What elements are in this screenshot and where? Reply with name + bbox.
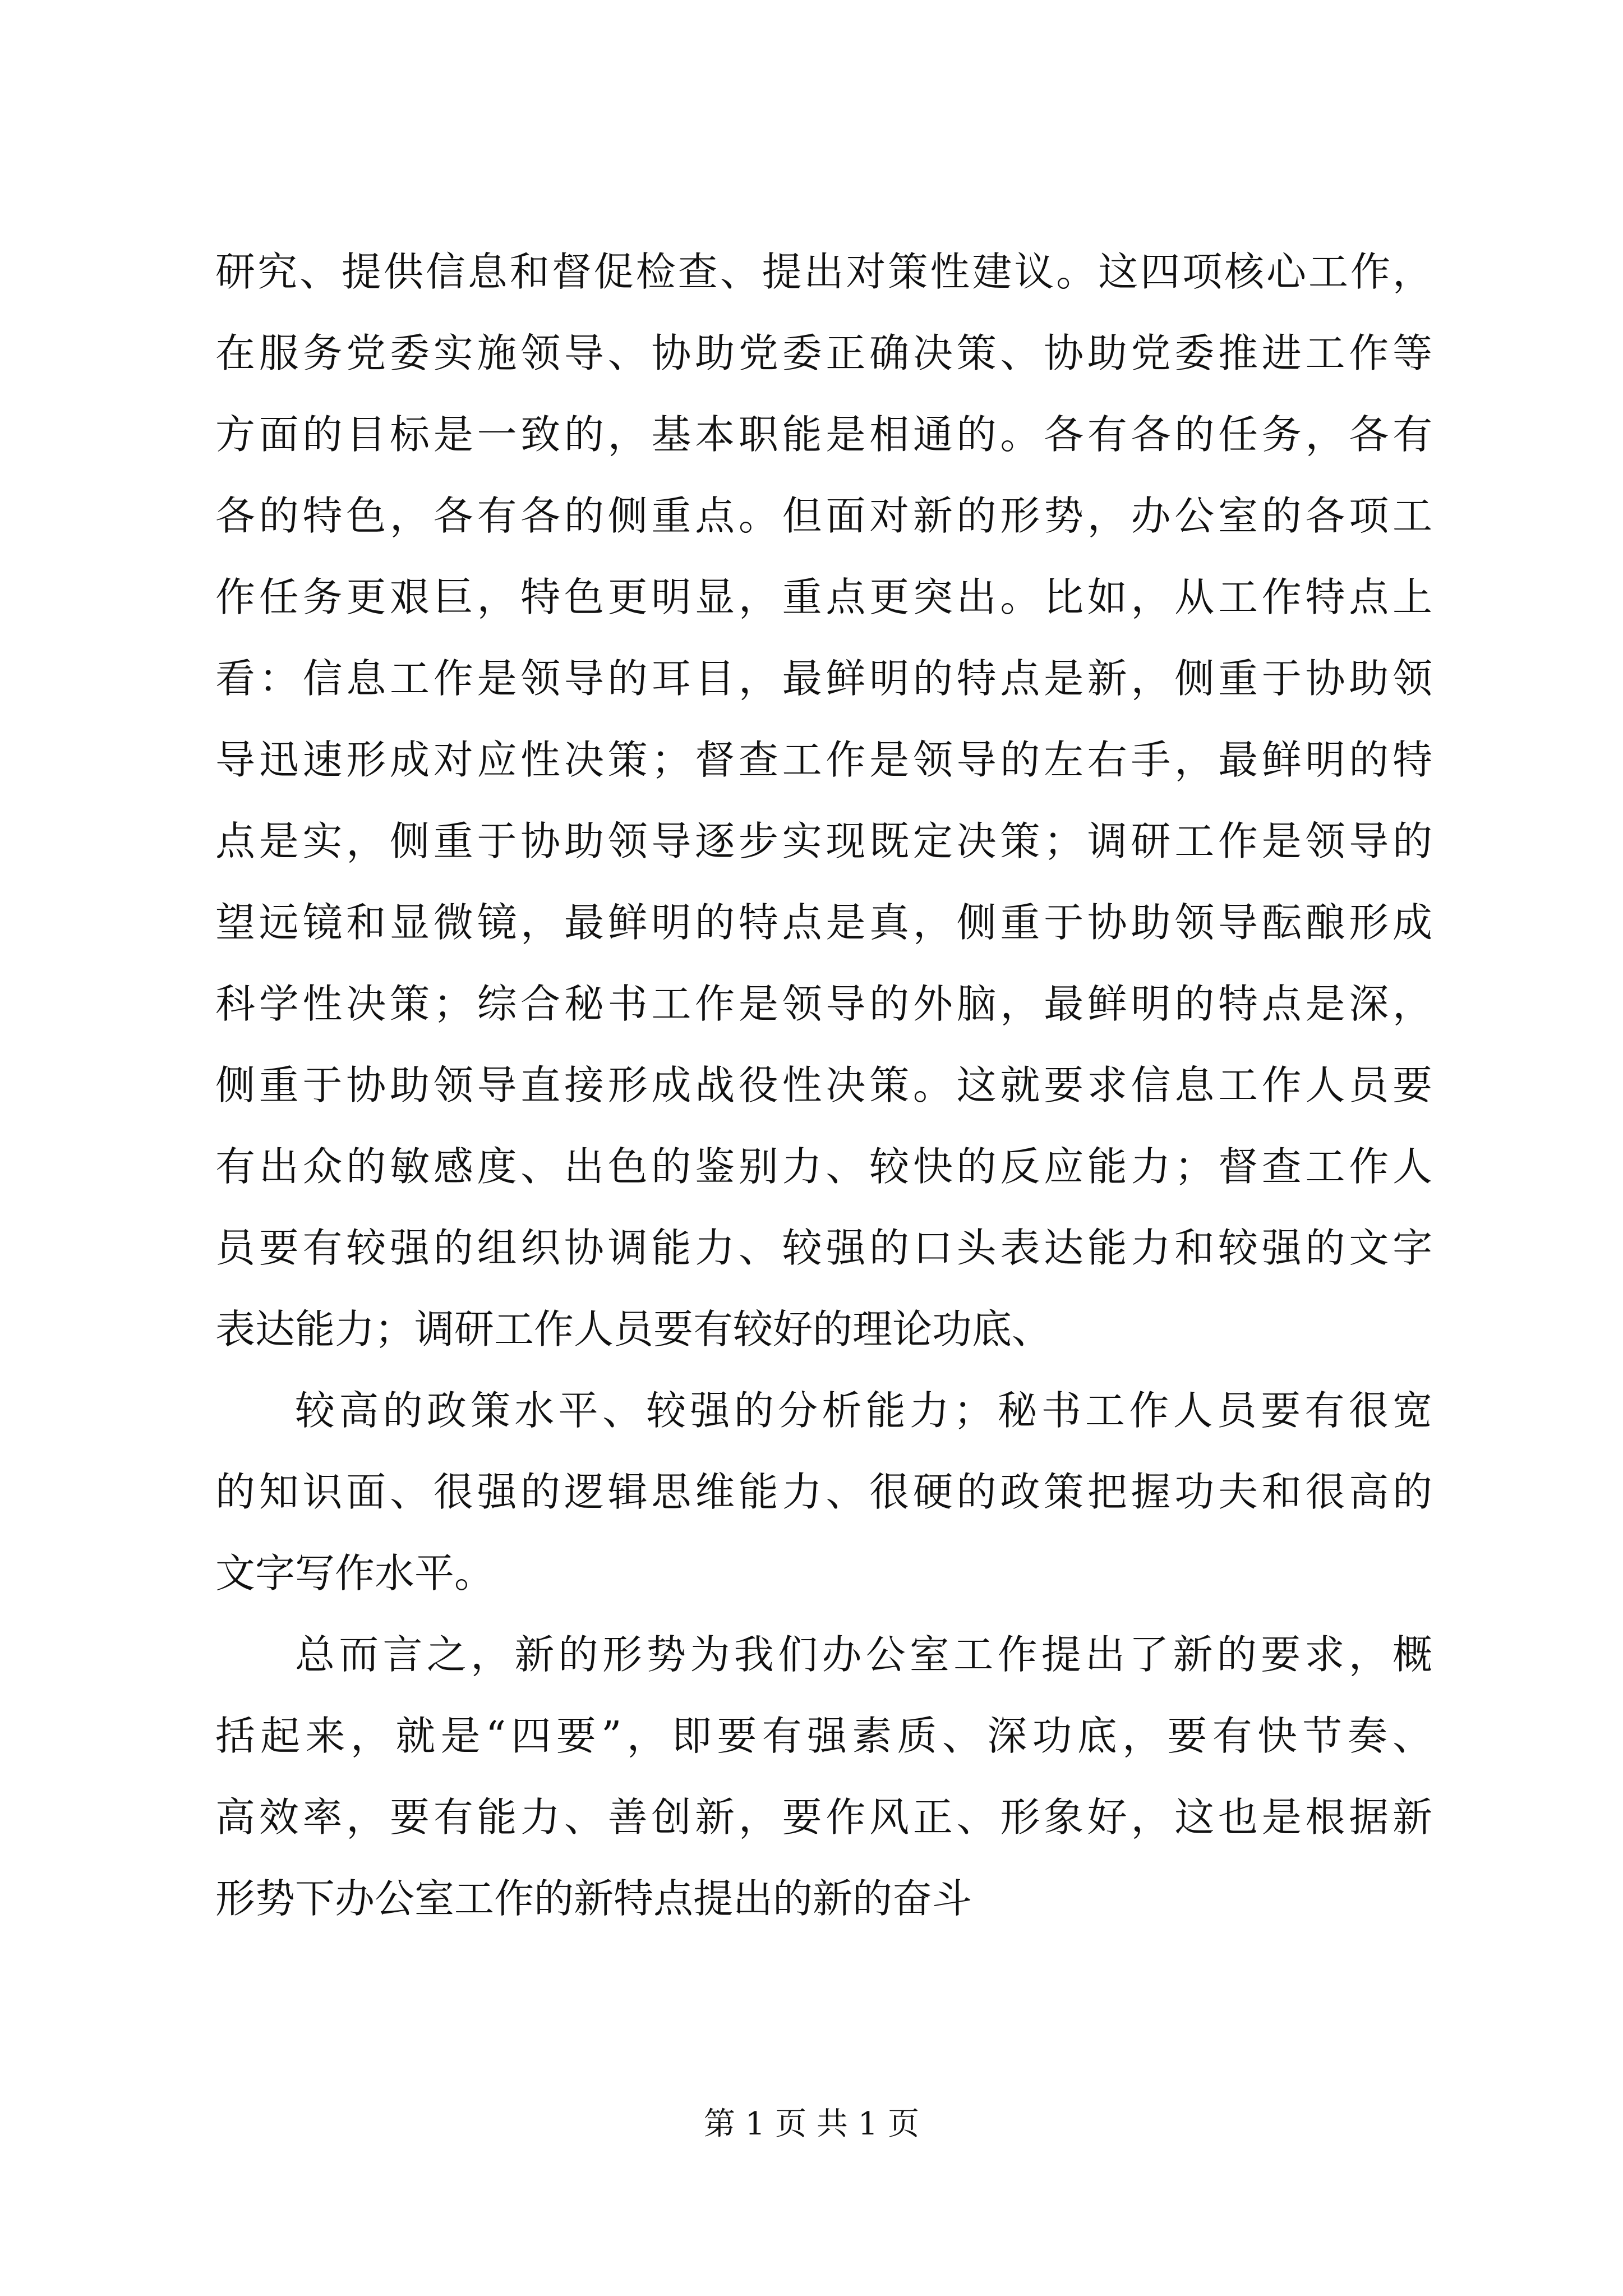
text-line: 导迅速形成对应性决策；督查工作是领导的左右手，最鲜明的特	[215, 737, 1432, 783]
text-line: 的知识面、很强的逻辑思维能力、很硬的政策把握功夫和很高的	[215, 1469, 1432, 1515]
text-line: 各的特色，各有各的侧重点。但面对新的形势，办公室的各项工	[215, 493, 1432, 539]
text-line: 侧重于协助领导直接形成战役性决策。这就要求信息工作人员要	[215, 1062, 1432, 1108]
text-line: 科学性决策；综合秘书工作是领导的外脑，最鲜明的特点是深，	[215, 981, 1432, 1027]
text-line: 研究、提供信息和督促检查、提出对策性建议。这四项核心工作，	[215, 249, 1432, 295]
paragraph-1	[215, 231, 1432, 1370]
text-line: 高效率，要有能力、善创新，要作风正、形象好，这也是根据新	[215, 1794, 1432, 1841]
text-line: 点是实，侧重于协助领导逐步实现既定决策；调研工作是领导的	[215, 818, 1432, 864]
text-line: 在服务党委实施领导、协助党委正确决策、协助党委推进工作等	[215, 330, 1432, 376]
document-body	[215, 231, 1432, 1939]
text-line: 形势下办公室工作的新特点提出的新的奋斗	[215, 1875, 972, 1922]
text-line: 括起来，就是“四要”，即要有强素质、深功底，要有快节奏、	[215, 1713, 1432, 1759]
page-number-footer: 第 1 页 共 1 页	[703, 2106, 920, 2142]
text-line: 看：信息工作是领导的耳目，最鲜明的特点是新，侧重于协助领	[215, 655, 1432, 702]
paragraph-2	[215, 1370, 1432, 1614]
text-line: 有出众的敏感度、出色的鉴别力、较快的反应能力；督查工作人	[215, 1143, 1432, 1190]
text-line: 总而言之，新的形势为我们办公室工作提出了新的要求，概	[295, 1631, 1432, 1678]
text-line: 较高的政策水平、较强的分析能力；秘书工作人员要有很宽	[295, 1387, 1432, 1434]
paragraph-3	[215, 1614, 1432, 1939]
text-line: 作任务更艰巨，特色更明显，重点更突出。比如，从工作特点上	[215, 574, 1432, 620]
text-line: 员要有较强的组织协调能力、较强的口头表达能力和较强的文字	[215, 1225, 1432, 1271]
text-line: 方面的目标是一致的，基本职能是相通的。各有各的任务，各有	[215, 411, 1432, 458]
text-line: 表达能力；调研工作人员要有较好的理论功底、	[215, 1306, 1052, 1352]
text-line: 文字写作水平。	[215, 1550, 495, 1596]
text-line: 望远镜和显微镜，最鲜明的特点是真，侧重于协助领导酝酿形成	[215, 899, 1432, 946]
